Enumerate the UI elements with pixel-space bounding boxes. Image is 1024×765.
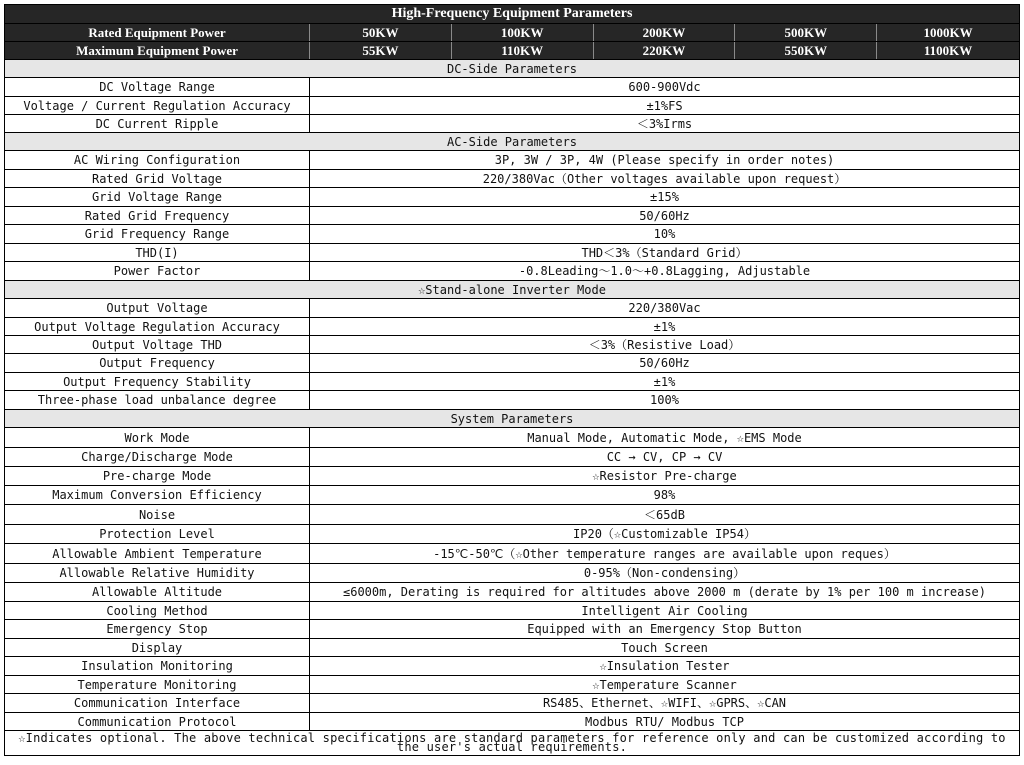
param-value: 600-900Vdc xyxy=(628,80,701,94)
param-value: 220/380Vac（Other voltages available upon request） xyxy=(482,171,847,186)
param-value: 0-95%（Non-condensing） xyxy=(583,566,746,580)
param-label: DC Voltage Range xyxy=(5,78,310,96)
param-label: Grid Frequency Range xyxy=(5,225,310,243)
section-header-inverter xyxy=(5,281,1019,299)
rated-power-row xyxy=(5,24,1019,42)
param-label: Communication Protocol xyxy=(5,713,310,730)
param-value: Modbus RTU/ Modbus TCP xyxy=(585,714,744,729)
section-title: AC-Side Parameters xyxy=(446,134,578,149)
param-value: 10% xyxy=(653,227,676,241)
max-power-1100: 1100KW xyxy=(923,43,973,58)
param-label: Rated Grid Frequency xyxy=(5,207,310,224)
param-label: Output Voltage Regulation Accuracy xyxy=(5,318,310,335)
param-label: Display xyxy=(5,639,310,656)
table-row xyxy=(5,391,1019,410)
param-value: 50/60Hz xyxy=(639,208,690,223)
max-power-row xyxy=(5,42,1019,60)
table-row xyxy=(5,188,1019,207)
param-label: Emergency Stop xyxy=(5,620,310,638)
table-row xyxy=(5,713,1019,731)
table-row xyxy=(5,170,1019,188)
rated-power-100: 100KW xyxy=(452,24,594,41)
footnote: ☆Indicates optional. The above technical specifications are standard parameters for reference only and can be customized according to the user's actual requirements. xyxy=(18,731,1006,754)
section-header-dc xyxy=(5,60,1019,78)
rated-power-500: 500KW xyxy=(735,24,877,41)
table-row xyxy=(5,299,1019,318)
section-title: DC-Side Parameters xyxy=(446,61,578,76)
param-label: Allowable Relative Humidity xyxy=(5,564,310,582)
param-value: ±15% xyxy=(650,190,679,204)
table-title: High-Frequency Equipment Parameters xyxy=(391,6,633,21)
table-row xyxy=(5,244,1019,262)
max-power-110: 110KW xyxy=(452,42,594,59)
table-row xyxy=(5,207,1019,225)
table-row xyxy=(5,151,1019,170)
param-label: Pre-charge Mode xyxy=(5,467,310,485)
table-row xyxy=(5,525,1019,544)
param-label: Work Mode xyxy=(5,428,310,447)
max-power-550: 550KW xyxy=(735,42,877,59)
table-row xyxy=(5,620,1019,639)
table-row xyxy=(5,505,1019,525)
param-label: Grid Voltage Range xyxy=(5,188,310,206)
rated-power-200: 200KW xyxy=(594,24,736,41)
param-value: 100% xyxy=(650,393,679,407)
param-label: Charge/Discharge Mode xyxy=(5,448,310,466)
param-value: ☆Insulation Tester xyxy=(599,659,730,673)
param-label: Cooling Method xyxy=(5,602,310,619)
param-label: Output Frequency Stability xyxy=(5,373,310,390)
spec-table xyxy=(4,4,1020,756)
max-power-220: 220KW xyxy=(594,42,736,59)
param-label: Insulation Monitoring xyxy=(5,657,310,675)
param-label: Output Frequency xyxy=(5,354,310,372)
param-value: ☆Temperature Scanner xyxy=(592,677,737,692)
table-row xyxy=(5,564,1019,583)
param-value: ＜3%（Resistive Load） xyxy=(588,337,741,352)
table-row xyxy=(5,373,1019,391)
param-value: Equipped with an Emergency Stop Button xyxy=(527,622,802,636)
param-value: 220/380Vac xyxy=(628,301,701,315)
table-title-row xyxy=(5,5,1019,24)
table-row xyxy=(5,639,1019,657)
param-label: Voltage / Current Regulation Accuracy xyxy=(5,97,310,114)
table-row xyxy=(5,225,1019,244)
param-value: ☆Resistor Pre-charge xyxy=(592,469,737,483)
max-power-label: Maximum Equipment Power xyxy=(5,42,310,59)
table-row xyxy=(5,486,1019,505)
table-row xyxy=(5,602,1019,620)
section-title: ☆Stand-alone Inverter Mode xyxy=(418,282,606,297)
section-title: System Parameters xyxy=(450,411,574,426)
table-row xyxy=(5,78,1019,97)
table-row xyxy=(5,448,1019,467)
param-value: ≤6000m, Derating is required for altitudes above 2000 m (derate by 1% per 100 m increase) xyxy=(343,585,986,599)
param-value: THD＜3%（Standard Grid） xyxy=(581,245,748,260)
param-value: ＜3%Irms xyxy=(636,116,693,131)
param-value: 98% xyxy=(653,488,676,502)
param-value: CC → CV, CP → CV xyxy=(606,450,723,464)
param-label: Output Voltage xyxy=(5,299,310,317)
table-row xyxy=(5,467,1019,486)
param-value: ±1% xyxy=(653,319,676,334)
param-label: Three-phase load unbalance degree xyxy=(5,391,310,409)
param-label: Rated Grid Voltage xyxy=(5,170,310,187)
param-label: Output Voltage THD xyxy=(5,336,310,353)
param-value: ±1%FS xyxy=(646,98,683,113)
param-value: -0.8Leading～1.0～+0.8Lagging, Adjustable xyxy=(518,264,811,278)
param-value: 50/60Hz xyxy=(639,356,690,370)
table-row xyxy=(5,354,1019,373)
table-row xyxy=(5,318,1019,336)
max-power-55: 55KW xyxy=(310,42,452,59)
table-row xyxy=(5,544,1019,564)
table-row xyxy=(5,657,1019,676)
param-value: Manual Mode, Automatic Mode, ☆EMS Mode xyxy=(527,430,802,445)
param-value: IP20（☆Customizable IP54） xyxy=(573,527,756,541)
rated-power-50: 50KW xyxy=(310,24,452,41)
param-label: Allowable Altitude xyxy=(5,583,310,601)
footnote-row xyxy=(5,731,1019,755)
param-value: Touch Screen xyxy=(621,640,708,655)
param-label: THD(I) xyxy=(5,244,310,261)
table-row xyxy=(5,336,1019,354)
table-row xyxy=(5,97,1019,115)
table-row xyxy=(5,583,1019,602)
table-row xyxy=(5,676,1019,694)
rated-power-1000: 1000KW xyxy=(923,25,973,40)
param-label: DC Current Ripple xyxy=(5,115,310,132)
param-value: 3P, 3W / 3P, 4W (Please specify in order notes) xyxy=(494,153,835,167)
param-label: Protection Level xyxy=(5,525,310,543)
section-header-system xyxy=(5,410,1019,428)
param-label: Temperature Monitoring xyxy=(5,676,310,693)
param-value: -15℃-50℃（☆Other temperature ranges are available upon reques） xyxy=(433,546,896,561)
param-label: Communication Interface xyxy=(5,694,310,712)
table-row xyxy=(5,694,1019,713)
rated-power-label: Rated Equipment Power xyxy=(5,24,310,41)
param-label: Allowable Ambient Temperature xyxy=(5,544,310,563)
param-value: ±1% xyxy=(653,374,676,389)
param-value: RS485、Ethernet、☆WIFI、☆GPRS、☆CAN xyxy=(542,696,787,710)
param-label: Noise xyxy=(5,505,310,524)
param-label: AC Wiring Configuration xyxy=(5,151,310,169)
table-row xyxy=(5,428,1019,448)
param-label: Power Factor xyxy=(5,262,310,280)
section-header-ac xyxy=(5,133,1019,151)
table-row xyxy=(5,262,1019,281)
table-row xyxy=(5,115,1019,133)
param-value: ＜65dB xyxy=(644,507,685,522)
param-label: Maximum Conversion Efficiency xyxy=(5,486,310,504)
param-value: Intelligent Air Cooling xyxy=(581,603,748,618)
